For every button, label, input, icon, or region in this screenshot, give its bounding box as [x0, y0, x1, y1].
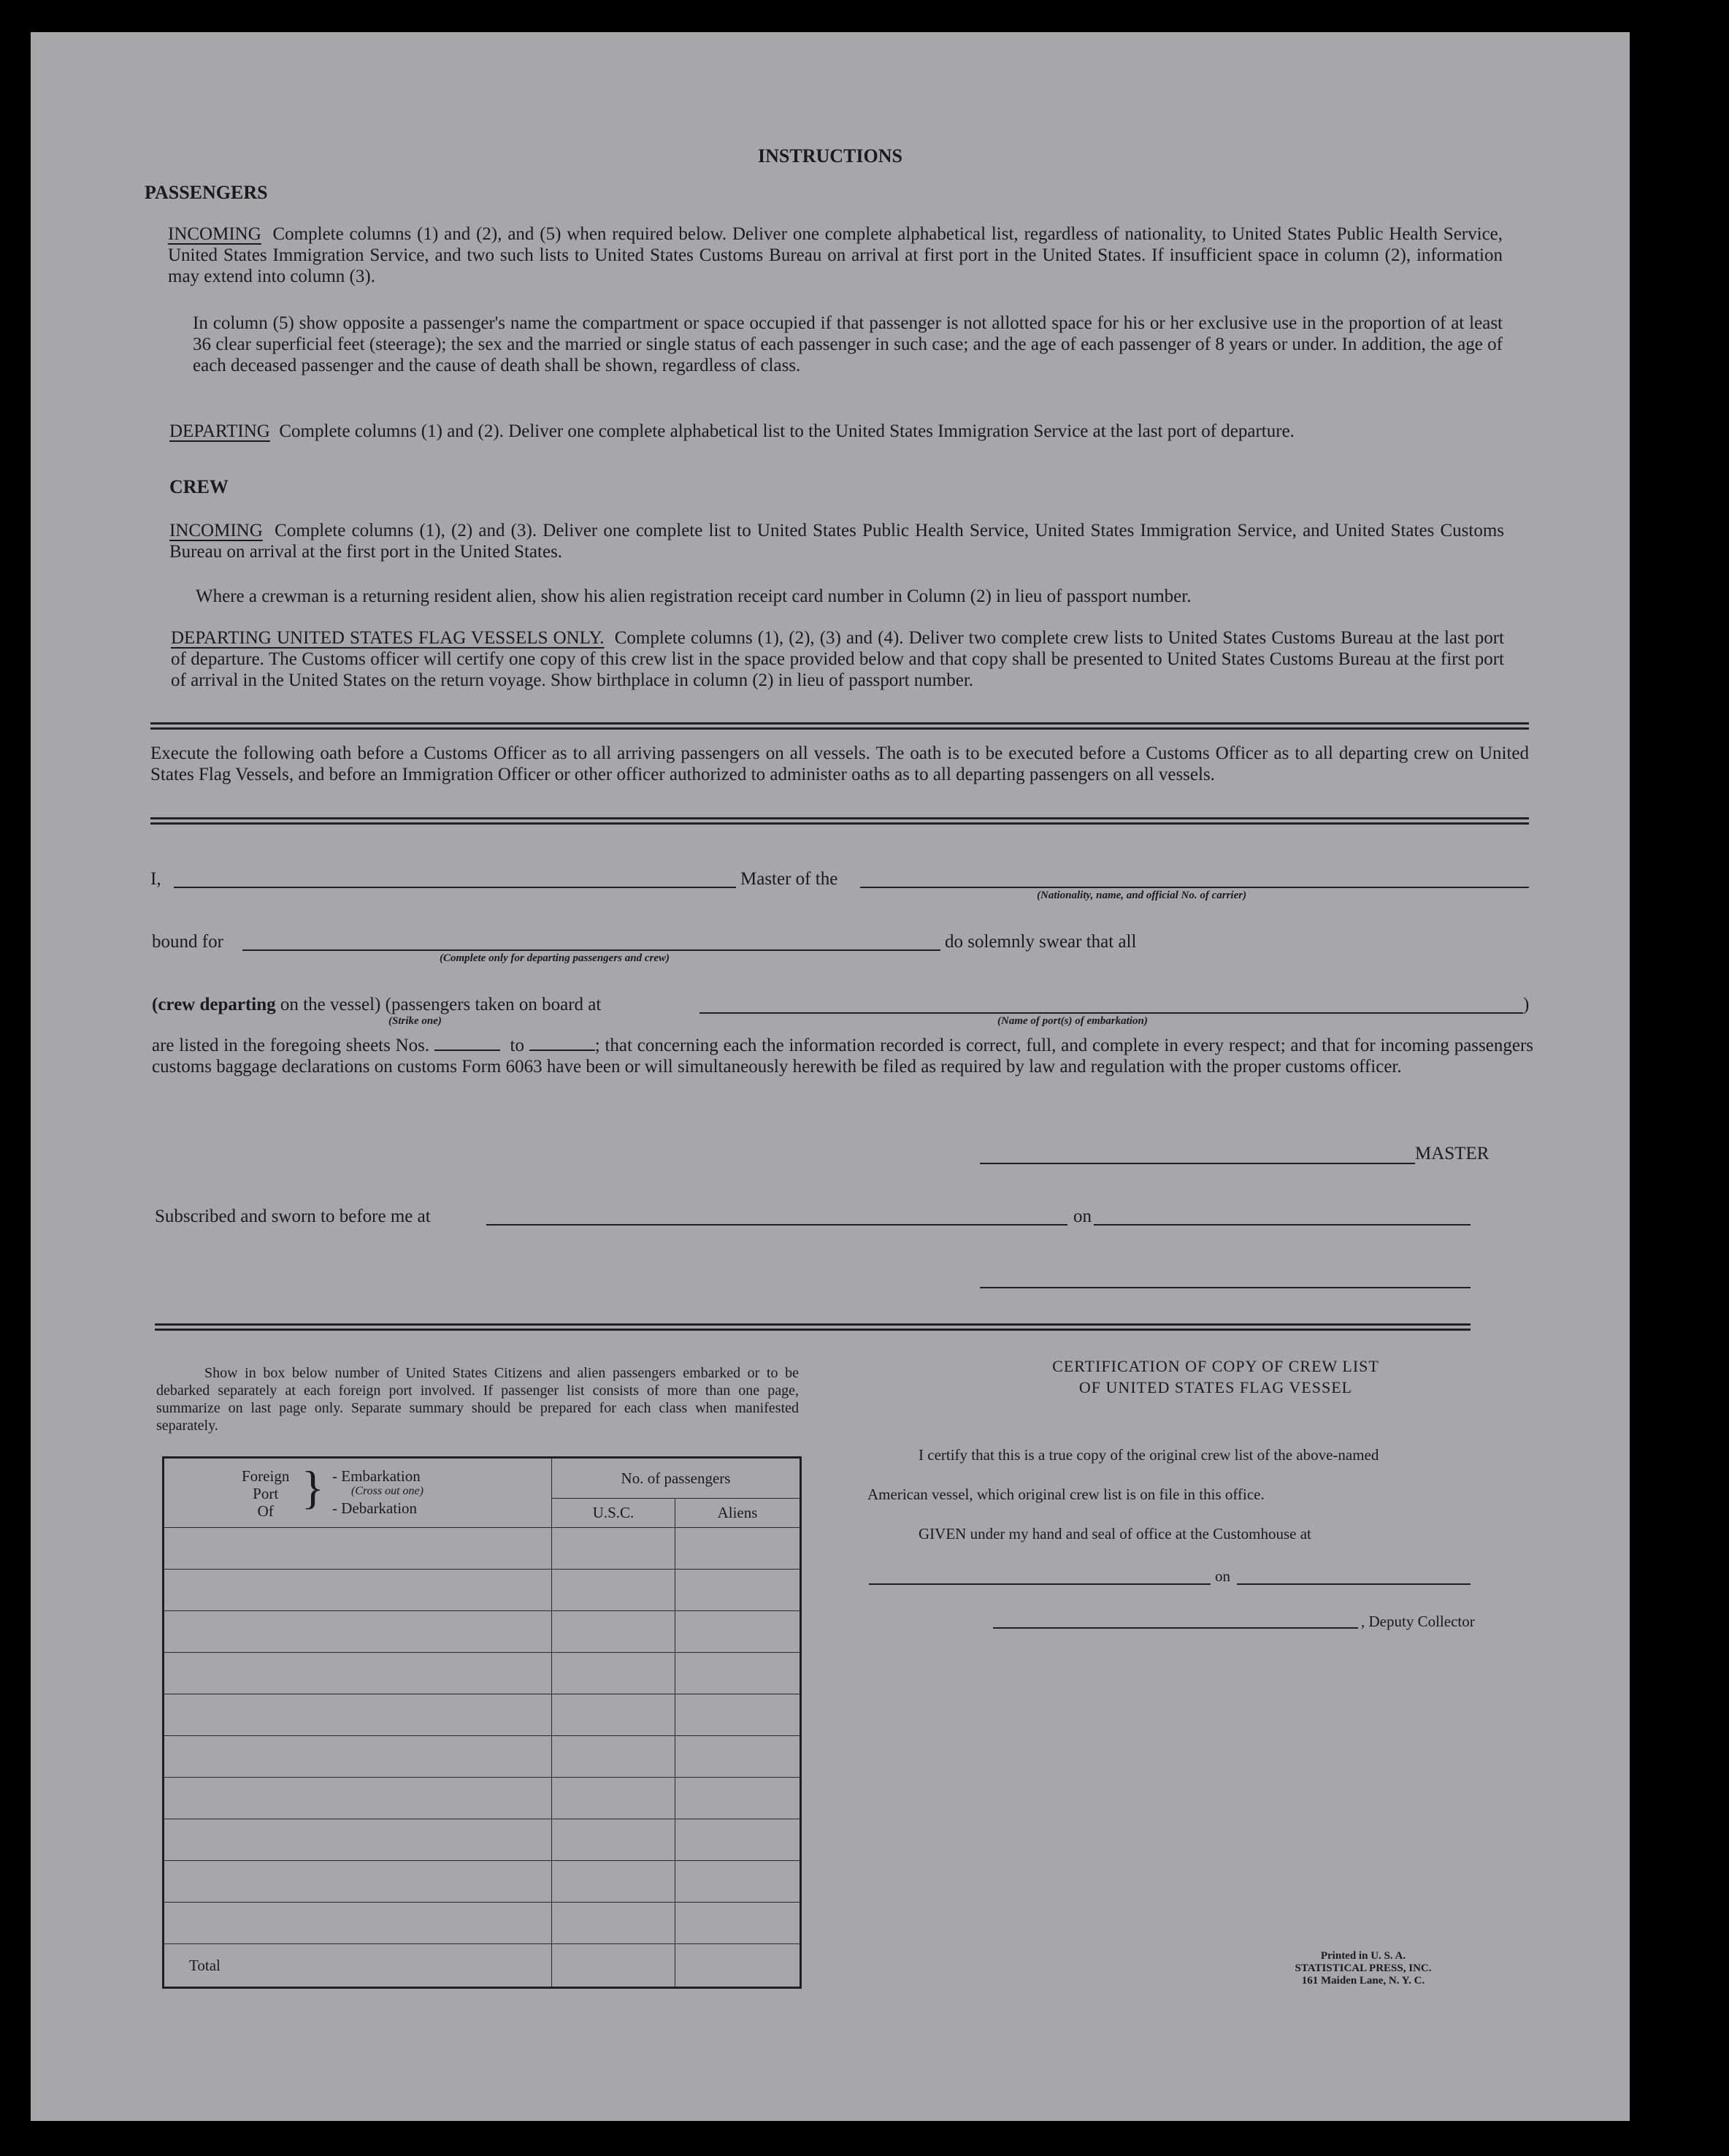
table-row [164, 1694, 801, 1736]
table-row [164, 1570, 801, 1611]
on-label: on [1073, 1207, 1092, 1226]
total-row [164, 1944, 801, 1988]
form-page [31, 32, 1630, 2121]
deputy-signature-field[interactable] [993, 1627, 1358, 1629]
deputy-collector-label: , Deputy Collector [1361, 1613, 1475, 1630]
certify-text: I certify that this is a true copy of the original crew list of the above-named [919, 1446, 1379, 1464]
table-row [164, 1736, 801, 1778]
table-row [164, 1778, 801, 1819]
divider [155, 1323, 1471, 1331]
usc-header: U.S.C. [552, 1499, 675, 1528]
divider [150, 817, 1529, 825]
cert-on-label: on [1215, 1567, 1230, 1585]
carrier-caption: (Nationality, name, and official No. of carrier) [1037, 890, 1247, 901]
total-label: Total [164, 1944, 552, 1988]
passengers-departing-label: DEPARTING [169, 421, 270, 441]
crew-incoming-label: INCOMING [169, 521, 263, 540]
bound-caption: (Complete only for departing passengers and crew) [440, 952, 670, 964]
total-aliens-cell[interactable] [675, 1944, 801, 1988]
customhouse-field[interactable] [869, 1583, 1211, 1585]
close-paren: ) [1523, 995, 1530, 1014]
strike-caption: (Strike one) [388, 1015, 442, 1027]
master-name-field[interactable] [174, 887, 736, 888]
sheets-statement: are listed in the foregoing sheets Nos. to ; that concerning each the information recorded is correct, full, and complete in every respect; and that for incoming passengers customs baggage declarations on customs Form 6063 have been or will simultaneously herewith be filed as required by law and regulation with the proper customs officer. [152, 1036, 1534, 1077]
table-row [164, 1653, 801, 1694]
aliens-header: Aliens [675, 1499, 801, 1528]
master-of-the-label: Master of the [740, 869, 838, 889]
carrier-field[interactable] [860, 887, 1529, 888]
oath-intro: Execute the following oath before a Customs Officer as to all arriving passengers on all vessels. The oath is to be executed before a Customs Officer as to all departing crew on United States Flag Vessels, and before an Immigration Officer or other officer authorized to administer oaths as to all departing passengers on all vessels. [150, 743, 1529, 784]
certification-title: CERTIFICATION OF COPY OF CREW LIST OF UNITED STATES FLAG VESSEL [1052, 1357, 1379, 1396]
officer-signature-field[interactable] [980, 1287, 1471, 1288]
crew-departing-text: Complete columns (1), (2), (3) and (4). Deliver two complete crew lists to United States Customs Bureau at the last port of departure. The Customs officer will certify one copy of this crew list in the space provided below and that copy shall be presented to United States Customs Bureau at the first port of arrival in the United States on the return voyage. Show birthplace in column (2) in lieu of passport number. [171, 628, 1505, 690]
crew-departing-block [171, 627, 1504, 691]
divider [150, 722, 1529, 730]
given-text: GIVEN under my hand and seal of office at the Customhouse at [919, 1525, 1311, 1543]
table-row [164, 1528, 801, 1570]
oath-intro-block [150, 743, 1529, 785]
crew-departing-label: DEPARTING UNITED STATES FLAG VESSELS ONLY. [171, 628, 605, 648]
brace-icon: } [302, 1461, 324, 1513]
master-label: MASTER [1415, 1144, 1490, 1163]
port-header-cell: Foreign Port Of } - Embarkation (Cross out one) - Debarkation [164, 1458, 552, 1528]
passengers-incoming-label: INCOMING [168, 224, 261, 244]
page-title: INSTRUCTIONS [758, 145, 902, 167]
sheet-to-field[interactable] [529, 1050, 595, 1051]
crew-resident-text: Where a crewman is a returning resident alien, show his alien registration receipt card number in Column (2) in lieu of passport number. [196, 586, 1192, 606]
passengers-incoming-block [168, 223, 1503, 287]
table-row [164, 1861, 801, 1903]
passengers-heading: PASSENGERS [145, 182, 268, 203]
printer-imprint: Printed in U. S. A. STATISTICAL PRESS, INC. 161 Maiden Lane, N. Y. C. [1295, 1950, 1432, 1987]
total-usc-cell[interactable] [552, 1944, 675, 1988]
column5-text: In column (5) show opposite a passenger's name the compartment or space occupied if that passenger is not allotted space for his or her exclusive use in the proportion of at least 36 clear superficial feet (steerage); the sex and the married or single status of each passenger in such case; and the age of each passenger of 8 years or under. In addition, the age of each deceased passenger and the cause of death shall be shown, regardless of class. [193, 313, 1503, 375]
master-signature-field[interactable] [980, 1163, 1415, 1164]
cert-date-field[interactable] [1237, 1583, 1471, 1585]
passengers-departing-text: Complete columns (1) and (2). Deliver one complete alphabetical list to the United States Immigration Service at the last port of departure. [279, 421, 1295, 441]
sworn-date-field[interactable] [1094, 1224, 1471, 1226]
subscribed-label: Subscribed and sworn to before me at [155, 1207, 431, 1226]
bound-for-field[interactable] [242, 949, 940, 951]
vessel-text: American vessel, which original crew list is on file in this office. [867, 1486, 1265, 1503]
swear-label: do solemnly swear that all [945, 932, 1137, 952]
column5-block [193, 313, 1503, 376]
crew-incoming-block [169, 520, 1504, 562]
summary-note-block [156, 1364, 799, 1434]
sworn-place-field[interactable] [486, 1224, 1067, 1226]
passenger-summary-table [162, 1456, 802, 1989]
summary-note: Show in box below number of United States Citizens and alien passengers embarked or to be debarked separately at each foreign port involved. If passenger list consists of more than one page, summarize on last page only. Separate summary should be prepared for each class when manifested separately. [156, 1365, 799, 1434]
table-row [164, 1903, 801, 1944]
passengers-incoming-text: Complete columns (1) and (2), and (5) when required below. Deliver one complete alphabetical list, regardless of nationality, to United States Public Health Service, United States Immigration Service, and two such lists to United States Customs Bureau on arrival at first port in the United States. If insufficient space in column (2), information may extend into column (3). [168, 224, 1503, 286]
i-label: I, [150, 869, 161, 889]
crew-departing-phrase: (crew departing on the vessel) (passengers taken on board at [152, 995, 602, 1014]
port-caption: (Name of port(s) of embarkation) [997, 1015, 1148, 1027]
table-row [164, 1819, 801, 1861]
bound-for-label: bound for [152, 932, 223, 952]
table-row [164, 1611, 801, 1653]
embarkation-port-field[interactable] [699, 1012, 1523, 1014]
crew-resident-block [196, 586, 1503, 607]
no-passengers-header: No. of passengers [552, 1458, 801, 1499]
sheet-from-field[interactable] [434, 1050, 500, 1051]
passengers-departing-block [169, 421, 1503, 442]
crew-heading: CREW [169, 476, 229, 497]
crew-incoming-text: Complete columns (1), (2) and (3). Deliver one complete list to United States Public Health Service, United States Immigration Service, and United States Customs Bureau on arrival at the first port in the United States. [169, 521, 1505, 562]
